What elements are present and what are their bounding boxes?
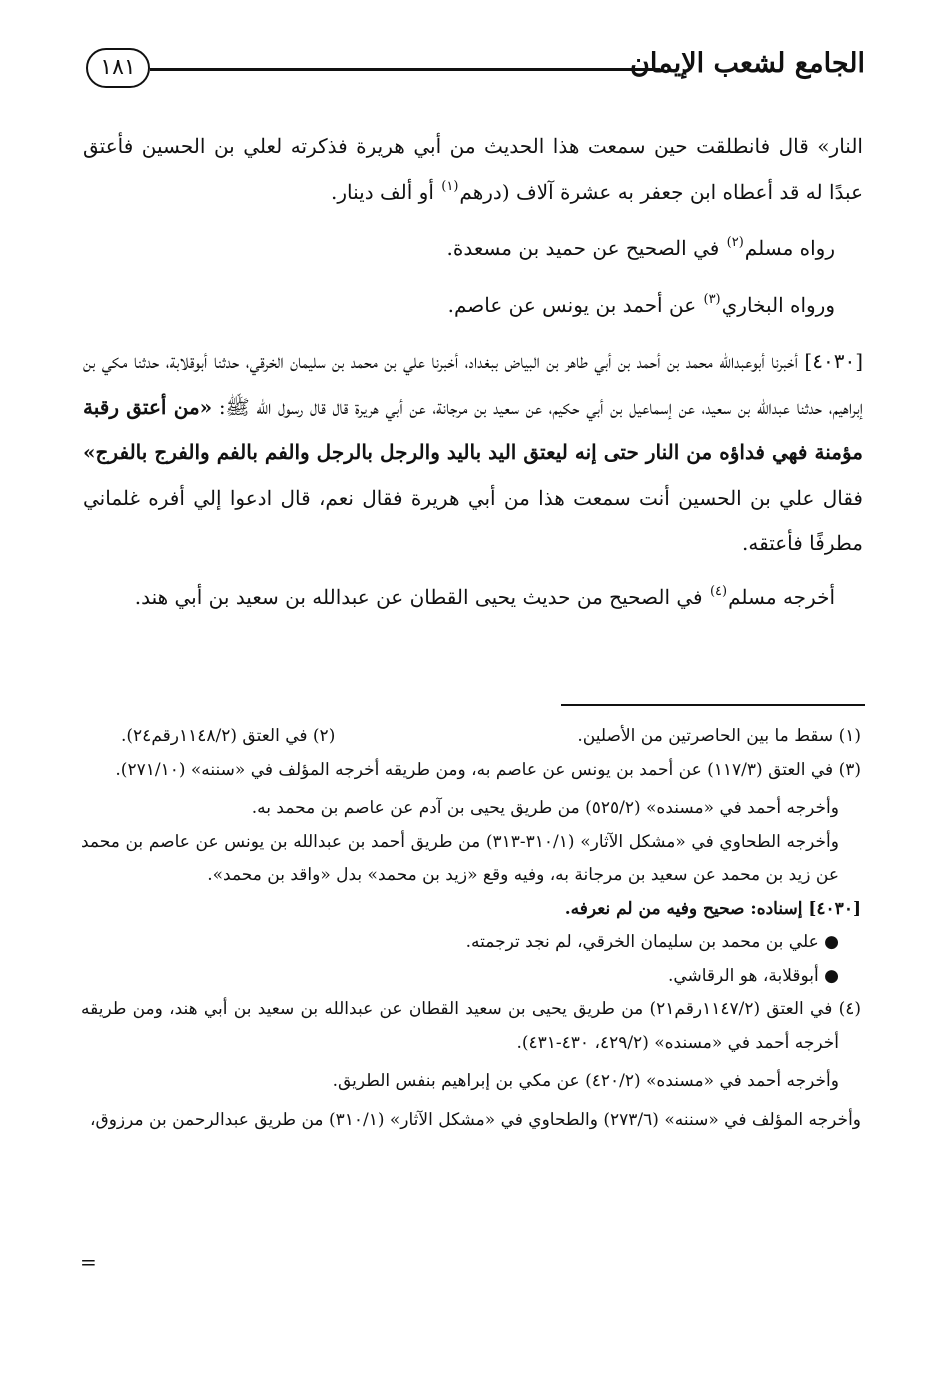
bullet-icon: ● — [818, 932, 839, 952]
continuation-mark: = — [80, 1250, 97, 1274]
note-4030-isnad: [٤٠٣٠] إسناده: صحيح وفيه من لم نعرفه. — [564, 898, 861, 919]
paragraph-bukhari: ورواه البخاري$^{(٣)}$ عن أحمد بن يونس عن عاصم. — [447, 291, 835, 317]
main-text — [83, 124, 863, 623]
footnote-ref-1: (١) — [441, 178, 459, 194]
footnote-4-ahmad: وأخرجه أحمد في «مسنده» (٤٢٠/٢) عن مكي بن إبراهيم بنفس الطريق. — [332, 1071, 839, 1091]
footnote-2: (٢) في العتق (١١٤٨/٢رقم٢٤). — [121, 726, 336, 746]
footnote-ref-2: (٢) — [726, 235, 744, 250]
page-number-badge: ١٨١ — [86, 48, 150, 88]
hadith-4030: [٤٠٣٠] أخبرنا أبوعبدالله محمد بن أحمد بن أبي طاهر بن البياض ببغداد، أخبرنا علي بن محمد بن سليمان الخرقي، حدثنا أبوقلابة، حدثنا مكي بن إبراهيم، حدثنا عبدالله بن سعيد، عن إسماعيل بن أبي حكيم، عن سعيد بن مرجانة، عن أبي هريرة قال قال رسول الله ﷺ: «من أعتق رقبة مؤمنة فهي فداؤه من النار حتى إنه ليعتق اليد باليد والرجل بالرجل والفم بالفم والفرج بالفرج» فقال علي بن الحسين أنت سمعت هذا من أبي هريرة فقال نعم، قال ادعوا إلي أفره غلماني مطرفًا فأعتقه. — [83, 349, 863, 555]
footnote-3: (٣) في العتق (١١٧/٣) عن أحمد بن يونس عن عاصم به، ومن طريقه أخرجه المؤلف في «سننه» (٢٧١/١٠). — [115, 759, 861, 780]
header-rule — [150, 68, 660, 71]
footnote-separator — [561, 704, 865, 706]
footnotes — [81, 720, 861, 1137]
paragraph-muslim: رواه مسلم$^{(٢)}$ في الصحيح عن حميد بن مسعدة. — [446, 235, 835, 260]
footnote-3-ahmad: وأخرجه أحمد في «مسنده» (٥٢٥/٢) من طريق يحيى بن آدم عن عاصم بن محمد به. — [251, 798, 839, 818]
paragraph-takhrij: أخرجه مسلم$^{(٤)}$ في الصحيح من حديث يحيى القطان عن عبدالله بن سعيد بن أبي هند. — [134, 583, 835, 609]
hadith-matn: «من أعتق رقبة مؤمنة فهي فداؤه من النار حتى إنه ليعتق اليد باليد والرجل بالرجل والفم بالفم والفرج بالفرج» — [83, 394, 863, 464]
footnote-4: (٤) في العتق (١١٤٧/٢رقم٢١) من طريق يحيى بن سعيد القطان عن عبدالله بن سعيد بن أبي هند، ومن طريقه أخرجه أحمد في «مسنده» (٤٢٩/٢، ٤٣٠-٤٣١). — [81, 999, 861, 1053]
footnotes-row-1-2 — [81, 720, 861, 754]
footnote-ref-3: (٣) — [703, 291, 721, 307]
footnote-3-tahawi: وأخرجه الطحاوي في «مشكل الآثار» (٣١٠/١-٣١٣) من طريق أحمد بن عبدالله بن يونس عن عاصم بن محمد عن زيد بن محمد عن سعيد بن مرجانة به، وفيه وقع «زيد بن محمد» بدل «واقد بن محمد». — [81, 831, 839, 885]
footnote-1: (١) سقط ما بين الحاصرتين من الأصلين. — [577, 726, 861, 746]
running-header-title: الجامع لشعب الإيمان — [630, 48, 865, 79]
bullet-icon: ● — [818, 965, 839, 986]
note-bullet-2: ● أبوقلابة، هو الرقاشي. — [667, 965, 839, 986]
footnote-4-author: وأخرجه المؤلف في «سننه» (٢٧٣/٦) والطحاوي في «مشكل الآثار» (٣١٠/١) من طريق عبدالرحمن بن مرزوق، — [90, 1109, 861, 1130]
footnote-ref-4: (٤) — [709, 583, 728, 599]
note-bullet-1: ● علي بن محمد بن سليمان الخرقي، لم نجد ترجمته. — [465, 932, 839, 952]
paragraph-continuation: النار» قال فانطلقت حين سمعت هذا الحديث من أبي هريرة فذكرته لعلي بن الحسين فأعتق عبدًا له قد أعطاه ابن جعفر به عشرة آلاف (درهم$^{(١)}$ أو ألف دينار. — [83, 134, 863, 204]
